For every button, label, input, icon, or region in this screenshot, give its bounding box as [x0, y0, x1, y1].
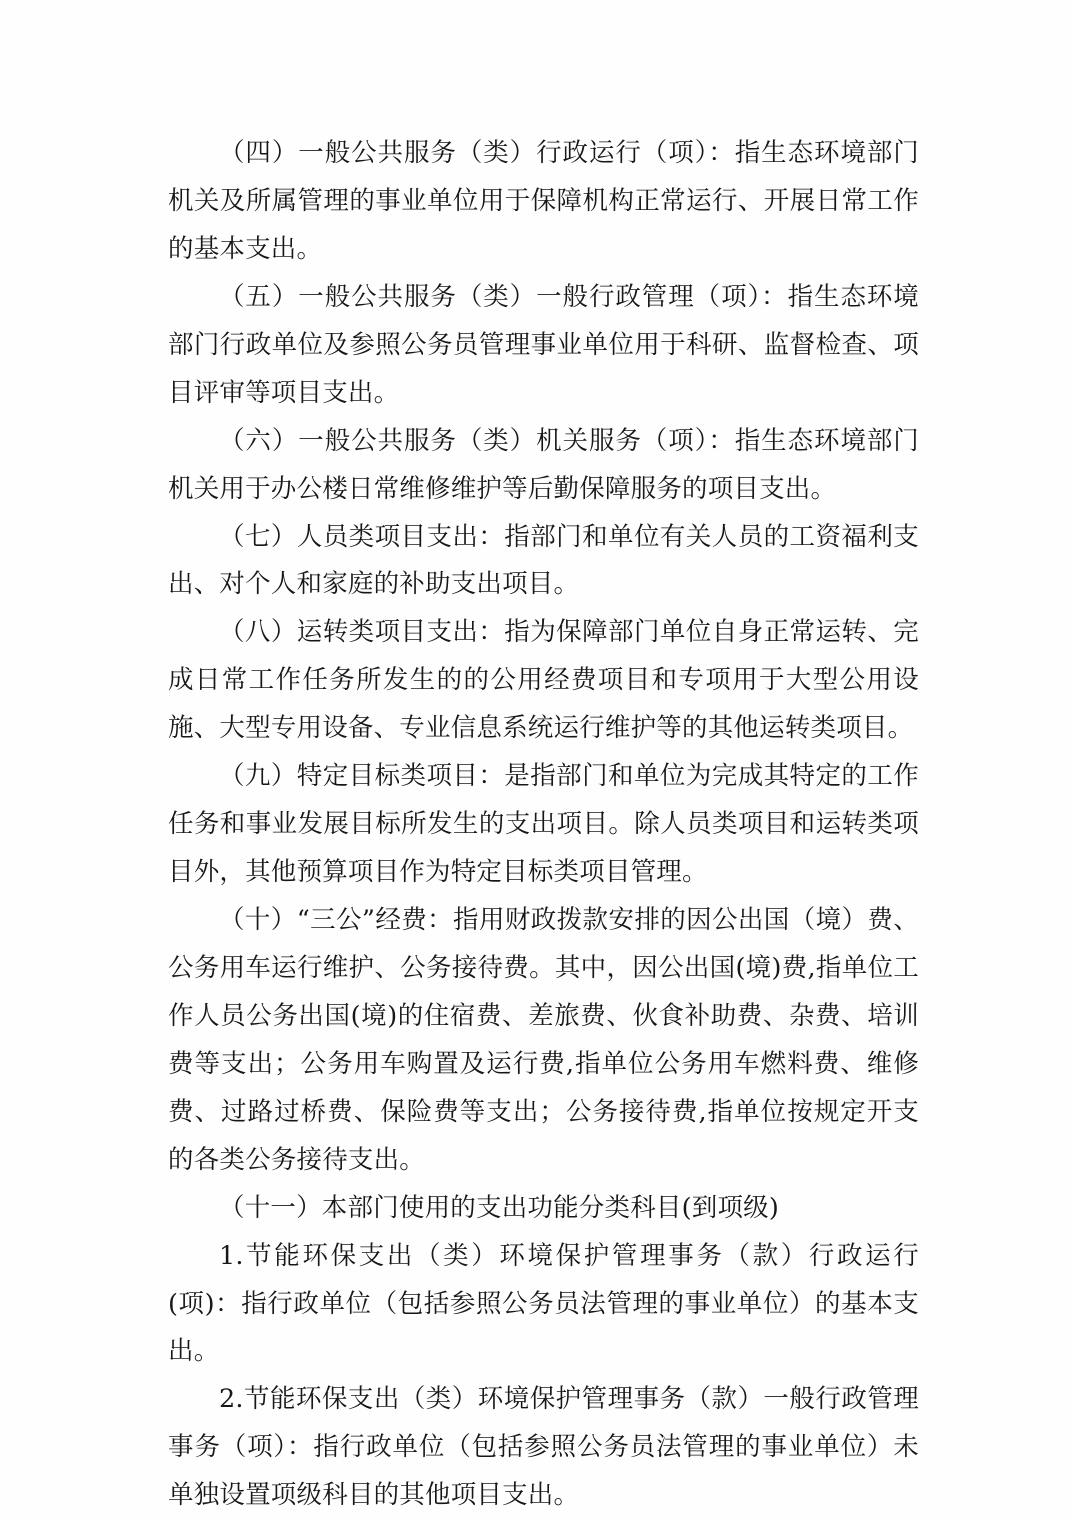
- paragraph-item-10: （十）“三公”经费：指用财政拨款安排的因公出国（境）费、公务用车运行维护、公务接待费。其中，因公出国(境)费,指单位工作人员公务出国(境)的住宿费、差旅费、伙食补助费、杂费、培训费等支出；公务用车购置及运行费,指单位公务用车燃料费、维修费、过路过桥费、保险费等支出；公务接待费,指单位按规定开支的各类公务接待支出。: [168, 905, 919, 1175]
- paragraph-item-4: （四）一般公共服务（类）行政运行（项）：指生态环境部门机关及所属管理的事业单位用于保障机构正常运行、开展日常工作的基本支出。: [168, 138, 919, 264]
- paragraph-item-5: （五）一般公共服务（类）一般行政管理（项）：指生态环境部门行政单位及参照公务员管理事业单位用于科研、监督检查、项目评审等项目支出。: [168, 281, 919, 408]
- paragraph-subitem-2: 2.节能环保支出（类）环境保护管理事务（款）一般行政管理事务（项）：指行政单位（包括参照公务员法管理的事业单位）未单独设置项级科目的其他项目支出。: [168, 1384, 919, 1511]
- paragraph-item-6: （六）一般公共服务（类）机关服务（项）：指生态环境部门机关用于办公楼日常维修维护等后勤保障服务的项目支出。: [168, 425, 919, 504]
- paragraph-subitem-1: 1.节能环保支出（类）环境保护管理事务（款）行政运行(项)：指行政单位（包括参照公务员法管理的事业单位）的基本支出。: [168, 1240, 919, 1367]
- paragraph-item-11: （十一）本部门使用的支出功能分类科目(到项级): [219, 1192, 779, 1223]
- paragraph-item-8: （八）运转类项目支出：指为保障部门单位自身正常运转、完成日常工作任务所发生的的公用经费项目和专项用于大型公用设施、大型专用设备、专业信息系统运行维护等的其他运转类项目。: [168, 617, 919, 744]
- paragraph-item-9: （九）特定目标类项目：是指部门和单位为完成其特定的工作任务和事业发展目标所发生的支出项目。除人员类项目和运转类项目外，其他预算项目作为特定目标类项目管理。: [168, 761, 919, 888]
- document-body: [168, 130, 919, 1520]
- paragraph-item-7: （七）人员类项目支出：指部门和单位有关人员的工资福利支出、对个人和家庭的补助支出项目。: [168, 521, 919, 600]
